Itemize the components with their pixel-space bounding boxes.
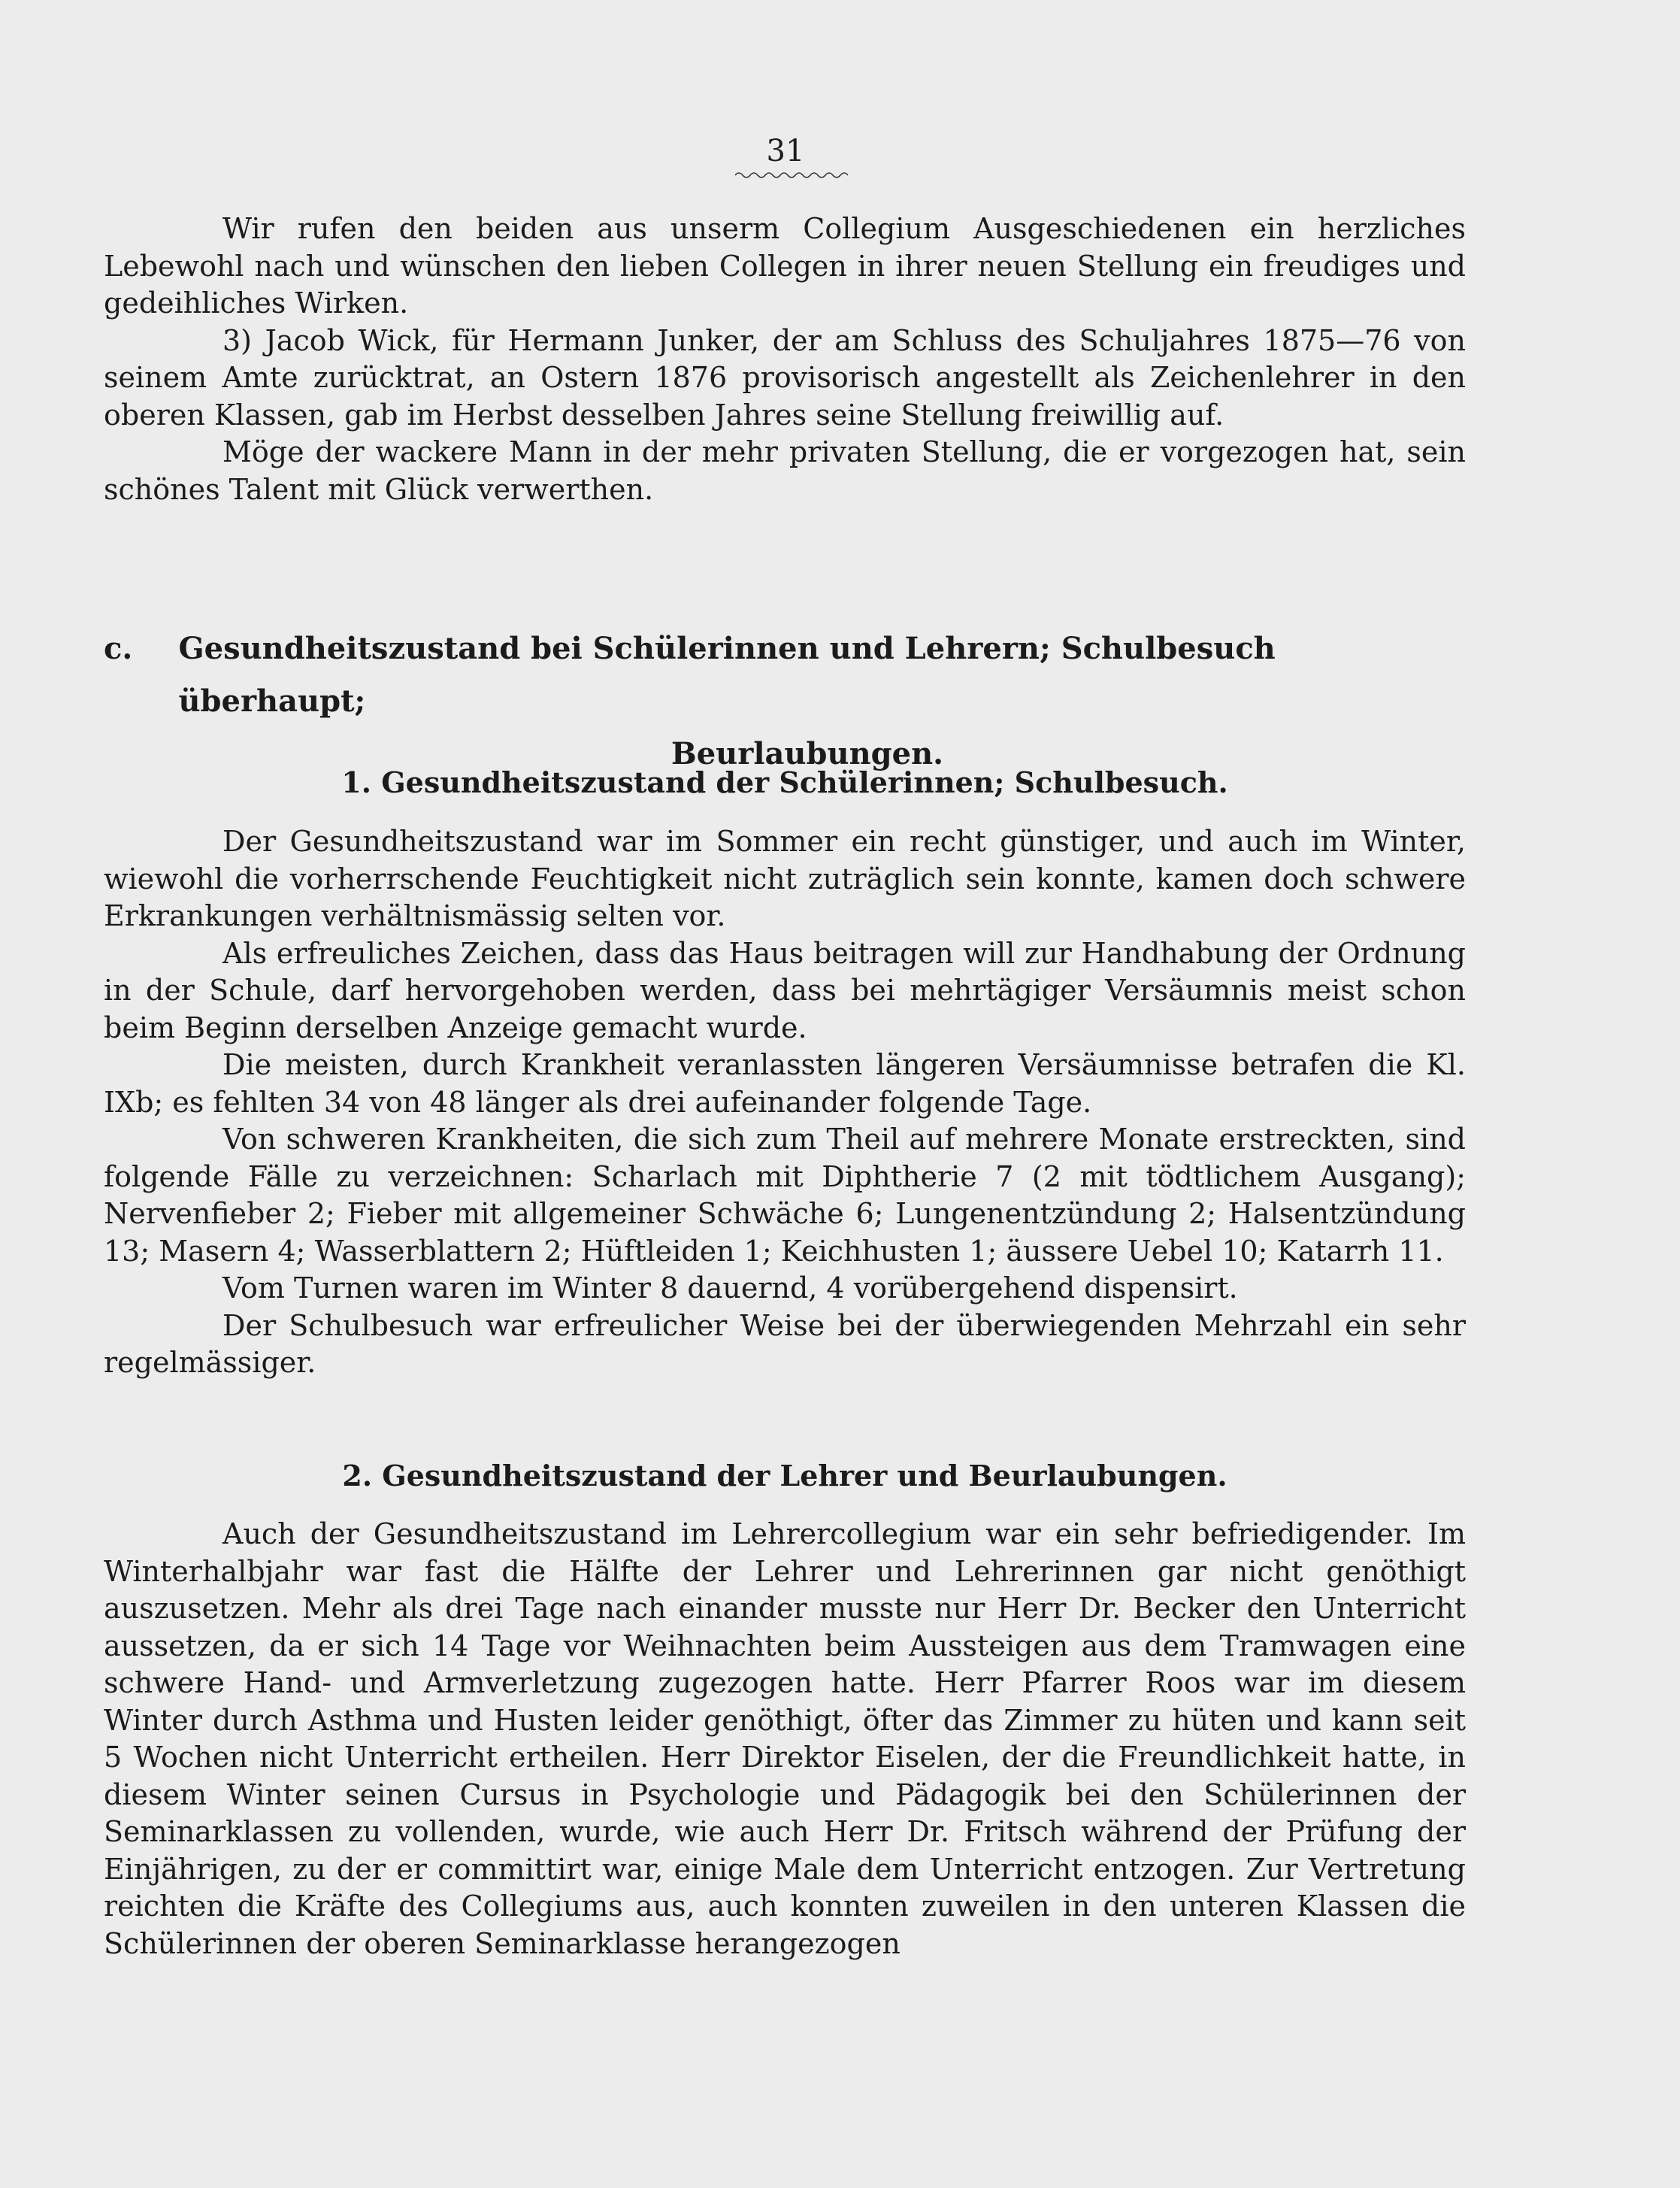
paragraph: Die meisten, durch Krankheit veranlassten längeren Versäumnisse betrafen die Kl. IXb; es fehlten 34 von 48 länger als drei aufeinander folgende Tage. xyxy=(104,1048,1466,1119)
ornament-wave xyxy=(735,170,851,180)
intro-paragraph: 3) Jacob Wick, für Hermann Junker, der am Schluss des Schuljahres 1875—76 von seinem Amte zurücktrat, an Ostern 1876 provisorisch angestellt als Zeichenlehrer in den oberen Klassen, gab im Herbst desselben Jahres seine Stellung freiwillig auf. xyxy=(104,323,1466,432)
paragraph: Der Schulbesuch war erfreulicher Weise bei der überwiegenden Mehrzahl ein sehr regelmässiger. xyxy=(104,1308,1466,1379)
subsection-1-title: 1. Gesundheitszustand der Schülerinnen; Schulbesuch. xyxy=(341,765,1228,799)
page-number: 31 xyxy=(766,134,805,168)
intro-paragraph: Wir rufen den beiden aus unserm Collegium Ausgeschiedenen ein herzliches Lebewohl nach und wünschen den lieben Collegen in ihrer neuen Stellung ein freudiges und gedeihliches Wirken. xyxy=(104,212,1466,320)
section-title-line1: Gesundheitszustand bei Schülerinnen und Lehrern; Schulbesuch überhaupt; xyxy=(178,631,1276,719)
section-letter: c. xyxy=(104,631,133,666)
section-title-line2: Beurlaubungen. xyxy=(670,736,944,771)
subsection-2-title: 2. Gesundheitszustand der Lehrer und Beurlaubungen. xyxy=(342,1459,1227,1493)
intro-block xyxy=(104,211,1466,508)
subsection-1-body xyxy=(104,823,1466,1382)
intro-paragraph: Möge der wackere Mann in der mehr privaten Stellung, die er vorgezogen hat, sein schönes Talent mit Glück verwerthen. xyxy=(104,435,1466,506)
paragraph: Von schweren Krankheiten, die sich zum Theil auf mehrere Monate erstreckten, sind folgende Fälle zu verzeichnen: Scharlach mit Diphtherie 7 (2 mit tödtlichem Ausgang); Nervenfieber 2; Fieber mit allgemeiner Schwäche 6; Lungenentzündung 2; Halsentzündung 13; Masern 4; Wasserblattern 2; Hüftleiden 1; Keichhusten 1; äussere Uebel 10; Katarrh 11. xyxy=(104,1123,1466,1268)
paragraph: Vom Turnen waren im Winter 8 dauernd, 4 vorübergehend dispensirt. xyxy=(222,1271,1238,1305)
paragraph: Auch der Gesundheitszustand im Lehrercollegium war ein sehr befriedigender. Im Winterhalbjahr war fast die Hälfte der Lehrer und Lehrerinnen gar nicht genöthigt auszusetzen. Mehr als drei Tage nach einander musste nur Herr Dr. Becker den Unterricht aussetzen, da er sich 14 Tage vor Weihnachten beim Aussteigen aus dem Tramwagen eine schwere Hand- und Armverletzung zugezogen hatte. Herr Pfarrer Roos war im diesem Winter durch Asthma und Husten leider genöthigt, öfter das Zimmer zu hüten und kann seit 5 Wochen nicht Unterricht ertheilen. Herr Direktor Eiselen, der die Freundlichkeit hatte, in diesem Winter seinen Cursus in Psychologie und Pädagogik bei den Schülerinnen der Seminarklassen zu vollenden, wurde, wie auch Herr Dr. Fritsch während der Prüfung der Einjährigen, zu der er committirt war, einige Male dem Unterricht entzogen. Zur Vertretung reichten die Kräfte des Collegiums aus, auch konnten zuweilen in den unteren Klassen die Schülerinnen der oberen Seminarklasse herangezogen xyxy=(104,1517,1466,1960)
section-c-heading xyxy=(104,623,1466,780)
paragraph: Als erfreuliches Zeichen, dass das Haus beitragen will zur Handhabung der Ordnung in der Schule, darf hervorgehoben werden, dass bei mehrtägiger Versäumnis meist schon beim Beginn derselben Anzeige gemacht wurde. xyxy=(104,936,1466,1044)
subsection-2-body xyxy=(104,1516,1466,1962)
paragraph: Der Gesundheitszustand war im Sommer ein recht günstiger, und auch im Winter, wiewohl die vorherrschende Feuchtigkeit nicht zuträglich sein konnte, kamen doch schwere Erkrankungen verhältnismässig selten vor. xyxy=(104,825,1466,932)
